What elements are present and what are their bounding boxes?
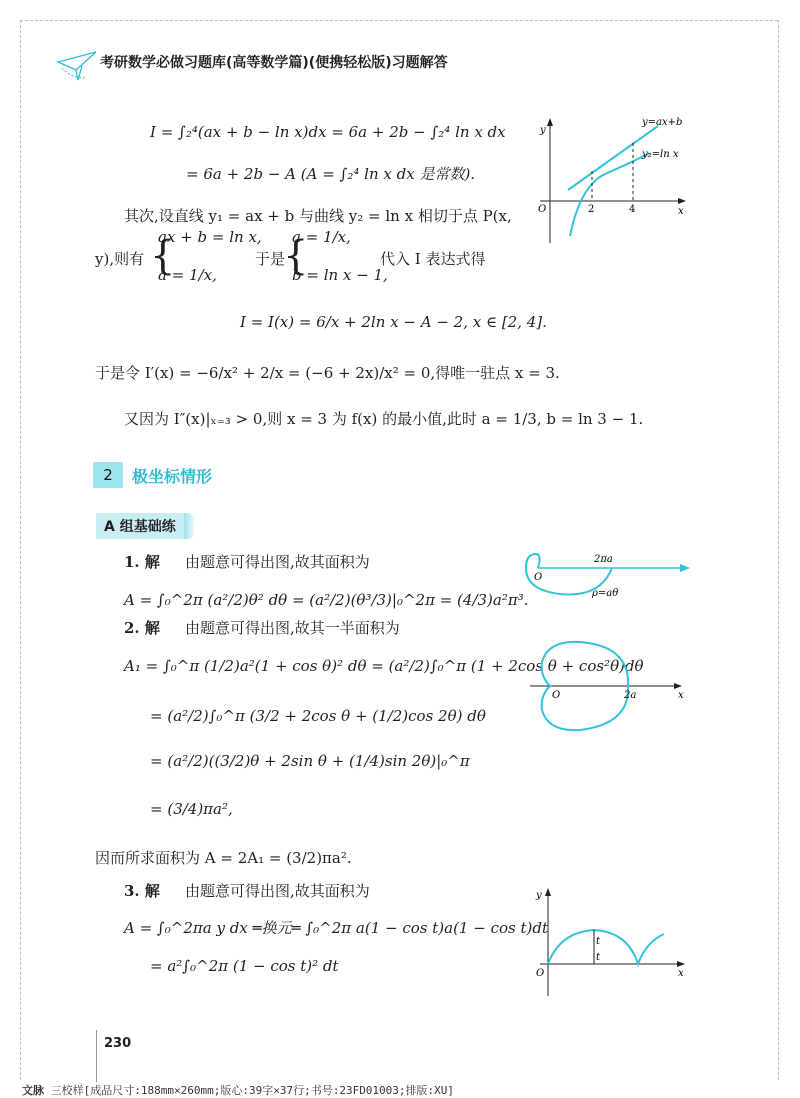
fig2-label-curve: ρ=aθ	[592, 588, 619, 599]
footer-text: 三校样[成品尺寸:188mm×260mm;版心:39字×37行;书号:23FD01003;排版:XU]	[50, 1084, 455, 1097]
page-number: 230	[104, 1036, 132, 1051]
fig1-tick-2: 2	[588, 204, 595, 215]
crop-border-right	[778, 20, 779, 1080]
fig3-origin: O	[552, 690, 561, 701]
text-line-4g: 代入 I 表达式得	[380, 250, 486, 268]
paper-plane-icon	[56, 48, 100, 84]
figure-tangent	[530, 108, 700, 248]
crop-border-left	[20, 20, 21, 1080]
p3-equation-1: A = ∫₀^2πa y dx ═换元═ ∫₀^2π a(1 − cos t)a(1 − cos t)dt	[124, 919, 548, 937]
group-title: A 组基础练	[96, 513, 190, 539]
p3-head: 3. 解	[124, 882, 160, 900]
p2-head: 2. 解	[124, 619, 160, 637]
group-title-tab	[184, 513, 194, 539]
fig1-y-label: y	[540, 125, 546, 136]
eq-line-1: I = ∫₂⁴(ax + b − ln x)dx = 6a + 2b − ∫₂⁴ ln x dx	[150, 123, 506, 141]
p2-text: 由题意可得出图,故其一半面积为	[185, 619, 400, 637]
figure-spiral	[520, 540, 700, 605]
fig2-label-top: 2πa	[594, 554, 613, 565]
p2-equation-3: = (a²/2)((3/2)θ + 2sin θ + (1/4)sin 2θ)|₀^π	[150, 752, 470, 770]
text-line-7: 又因为 I″(x)|ₓ₌₃ > 0,则 x = 3 为 f(x) 的最小值,此时 a = 1/3, b = ln 3 − 1.	[124, 410, 644, 428]
fig1-curve-label: y₂=ln x	[642, 149, 679, 160]
fig4-x-label: x	[678, 968, 684, 979]
system-2a: a = 1/x,	[292, 228, 351, 246]
footer-brand: 文脉	[22, 1084, 44, 1097]
p1-head: 1. 解	[124, 553, 160, 571]
footer	[22, 1082, 454, 1098]
eq-line-2: = 6a + 2b − A (A = ∫₂⁴ ln x dx 是常数).	[186, 165, 476, 183]
page-number-rule	[96, 1030, 97, 1082]
system-2b: b = ln x − 1,	[292, 266, 388, 284]
brace-1: {	[150, 233, 176, 279]
fig1-tick-4: 4	[629, 204, 636, 215]
fig1-x-label: x	[678, 206, 684, 217]
p2-final: 因而所求面积为 A = 2A₁ = (3/2)πa².	[95, 849, 352, 867]
system-1a: ax + b = ln x,	[158, 228, 262, 246]
figure-cycloid	[530, 880, 700, 1000]
figure-cardioid	[520, 632, 700, 732]
text-yushi: 于是	[255, 250, 286, 268]
p3-text: 由题意可得出图,故其面积为	[185, 882, 370, 900]
fig1-origin: O	[538, 204, 547, 215]
section-number: 2	[93, 462, 123, 488]
fig3-label-2a: 2a	[624, 690, 637, 701]
text-line-3: 其次,设直线 y₁ = ax + b 与曲线 y₂ = ln x 相切于点 P(x,	[124, 207, 512, 225]
p2-equation-1: A₁ = ∫₀^π (1/2)a²(1 + cos θ)² dθ = (a²/2)∫₀^π (1 + 2cos θ + cos²θ)dθ	[124, 657, 644, 675]
eq-line-5: I = I(x) = 6/x + 2ln x − A − 2, x ∈ [2, 4].	[240, 313, 547, 331]
fig4-t-upper: t	[596, 936, 601, 947]
fig2-origin: O	[534, 572, 543, 583]
text-line-6: 于是令 I′(x) = −6/x² + 2/x = (−6 + 2x)/x² = 0,得唯一驻点 x = 3.	[95, 364, 560, 382]
p1-text: 由题意可得出图,故其面积为	[185, 553, 370, 571]
p2-equation-2: = (a²/2)∫₀^π (3/2 + 2cos θ + (1/2)cos 2θ) dθ	[150, 707, 486, 725]
p1-equation: A = ∫₀^2π (a²/2)θ² dθ = (a²/2)(θ³/3)|₀^2π = (4/3)a²π³.	[124, 591, 529, 609]
header-title: 考研数学必做习题库(高等数学篇)(便携轻松版)习题解答	[100, 55, 448, 71]
system-1b: a = 1/x,	[158, 266, 217, 284]
section-title: 极坐标情形	[132, 467, 213, 486]
fig1-line-label: y=ax+b	[642, 117, 683, 128]
p3-equation-2: = a²∫₀^2π (1 − cos t)² dt	[150, 957, 339, 975]
fig3-x-label: x	[678, 690, 684, 701]
crop-border-top	[20, 20, 778, 21]
text-line-4a: y),则有	[95, 250, 145, 268]
fig4-origin: O	[536, 968, 545, 979]
fig4-y-label: y	[536, 890, 542, 901]
brace-2: {	[283, 233, 309, 279]
fig4-t-lower: t	[596, 952, 601, 963]
p2-equation-4: = (3/4)πa²,	[150, 800, 233, 818]
